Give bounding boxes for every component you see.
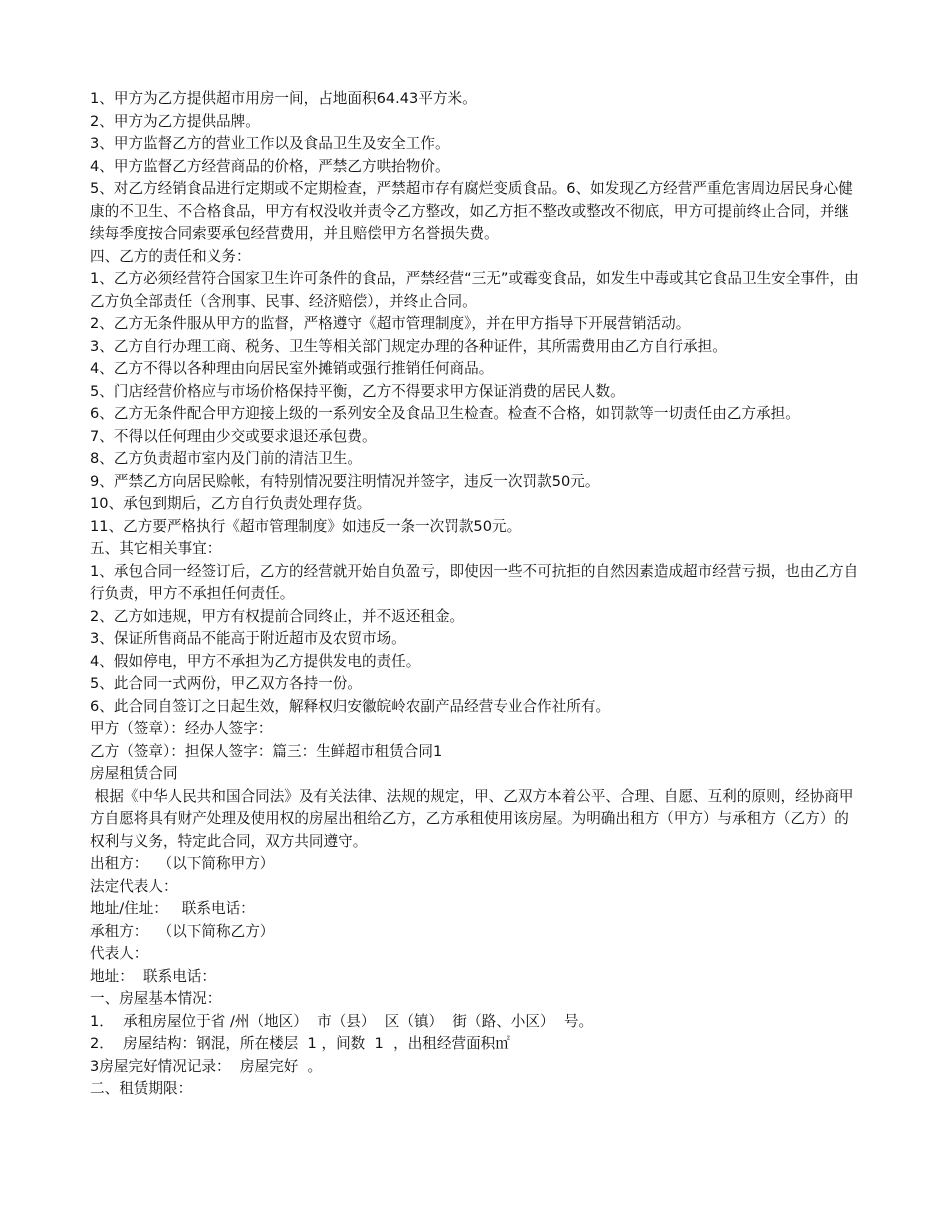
lessee-field: 承租方： （以下简称乙方） (90, 922, 275, 940)
text-line: 4、乙方不得以各种理由向居民室外摊销或强行推销任何商品。 (90, 360, 494, 377)
representative-field: 代表人： (90, 945, 149, 962)
address-phone-field: 地址： 联系电话： (90, 967, 217, 985)
text-line: 9、严禁乙方向居民赊帐，有特别情况要注明情况并签字，违反一次罚款50元。 (90, 472, 600, 490)
text-line: 1． 承租房屋位于省 /州（地区） 市（县） 区（镇） 街（路、小区） 号。 (90, 1012, 594, 1030)
signature-line-party-b: 乙方（签章）：担保人签字：篇三：生鲜超市租赁合同1 (90, 742, 443, 760)
legal-representative-field: 法定代表人： (90, 877, 178, 895)
text-line: 3、甲方监督乙方的营业工作以及食品卫生及安全工作。 (90, 135, 450, 152)
text-line: 11、乙方要严格执行《超市管理制度》如违反一条一次罚款50元。 (90, 517, 522, 535)
section-heading: 四、乙方的责任和义务： (90, 247, 251, 265)
text-line: 5、对乙方经销食品进行定期或不定期检查，严禁超市存有腐烂变质食品。6、如发现乙方经营严重危害周边居民身心健康的不卫生、不合格食品，甲方有权没收并责令乙方整改，如乙方拒不整改或整改不彻底，甲方可提前终止合同，并继续每季度按合同索要承包经营费用，并且赔偿甲方名誉损失费。 (90, 180, 853, 242)
text-line: 2、甲方为乙方提供品牌。 (90, 112, 260, 130)
lessor-field: 出租方： （以下简称甲方） (90, 855, 275, 872)
text-line: 6、此合同自签订之日起生效，解释权归安徽皖岭农副产品经营专业合作社所有。 (90, 697, 611, 715)
text-line: 2． 房屋结构：钢混，所在楼层 1 ，间数 1 ，出租经营面积㎡ (90, 1035, 510, 1052)
text-line: 7、不得以任何理由少交或要求退还承包费。 (90, 427, 377, 445)
text-line: 2、乙方如违规，甲方有权提前合同终止，并不返还租金。 (90, 607, 465, 625)
text-line: 8、乙方负责超市室内及门前的清洁卫生。 (90, 450, 362, 467)
section-heading: 一、房屋基本情况： (90, 990, 222, 1007)
text-line: 3、乙方自行办理工商、税务、卫生等相关部门规定办理的各种证件，其所需费用由乙方自行承担。 (90, 337, 727, 355)
contract-document (90, 88, 862, 1101)
text-line: 6、乙方无条件配合甲方迎接上级的一系列安全及食品卫生检查。检查不合格，如罚款等一切责任由乙方承担。 (90, 405, 800, 422)
address-phone-field: 地址/住址： 联系电话： (90, 900, 255, 917)
text-line: 10、承包到期后，乙方自行负责处理存货。 (90, 495, 372, 512)
section-heading: 五、其它相关事宜： (90, 540, 222, 557)
text-line: 1、乙方必须经营符合国家卫生许可条件的食品，严禁经营“三无”或霉变食品，如发生中毒或其它食品卫生安全事件，由乙方负全部责任（含刑事、民事、经济赔偿），并终止合同。 (90, 270, 859, 310)
text-line: 3、保证所售商品不能高于附近超市及农贸市场。 (90, 630, 406, 647)
text-line: 1、甲方为乙方提供超市用房一间，占地面积64.43平方米。 (90, 90, 477, 107)
signature-line-party-a: 甲方（签章）：经办人签字： (90, 720, 273, 737)
text-line: 2、乙方无条件服从甲方的监督，严格遵守《超市管理制度》，并在甲方指导下开展营销活动。 (90, 315, 691, 332)
contract-title: 房屋租赁合同 (90, 765, 178, 782)
text-line: 1、承包合同一经签订后，乙方的经营就开始自负盈亏，即使因一些不可抗拒的自然因素造成超市经营亏损，也由乙方自行负责，甲方不承担任何责任。 (90, 562, 859, 602)
section-heading: 二、租赁期限： (90, 1080, 193, 1097)
text-line: 5、此合同一式两份，甲乙双方各持一份。 (90, 675, 362, 692)
text-line: 3房屋完好情况记录： 房屋完好 。 (90, 1057, 323, 1075)
text-line: 4、假如停电，甲方不承担为乙方提供发电的责任。 (90, 652, 421, 670)
text-line: 4、甲方监督乙方经营商品的价格，严禁乙方哄抬物价。 (90, 157, 450, 175)
text-line: 5、门店经营价格应与市场价格保持平衡，乙方不得要求甲方保证消费的居民人数。 (90, 382, 625, 400)
preamble-paragraph: 根据《中华人民共和国合同法》及有关法律、法规的规定，甲、乙双方本着公平、合理、自愿、互利的原则，经协商甲方自愿将具有财产处理及使用权的房屋出租给乙方，乙方承租使用该房屋。为明确出租方（甲方）与承租方（乙方）的权利与义务，特定此合同，双方共同遵守。 (90, 787, 854, 850)
